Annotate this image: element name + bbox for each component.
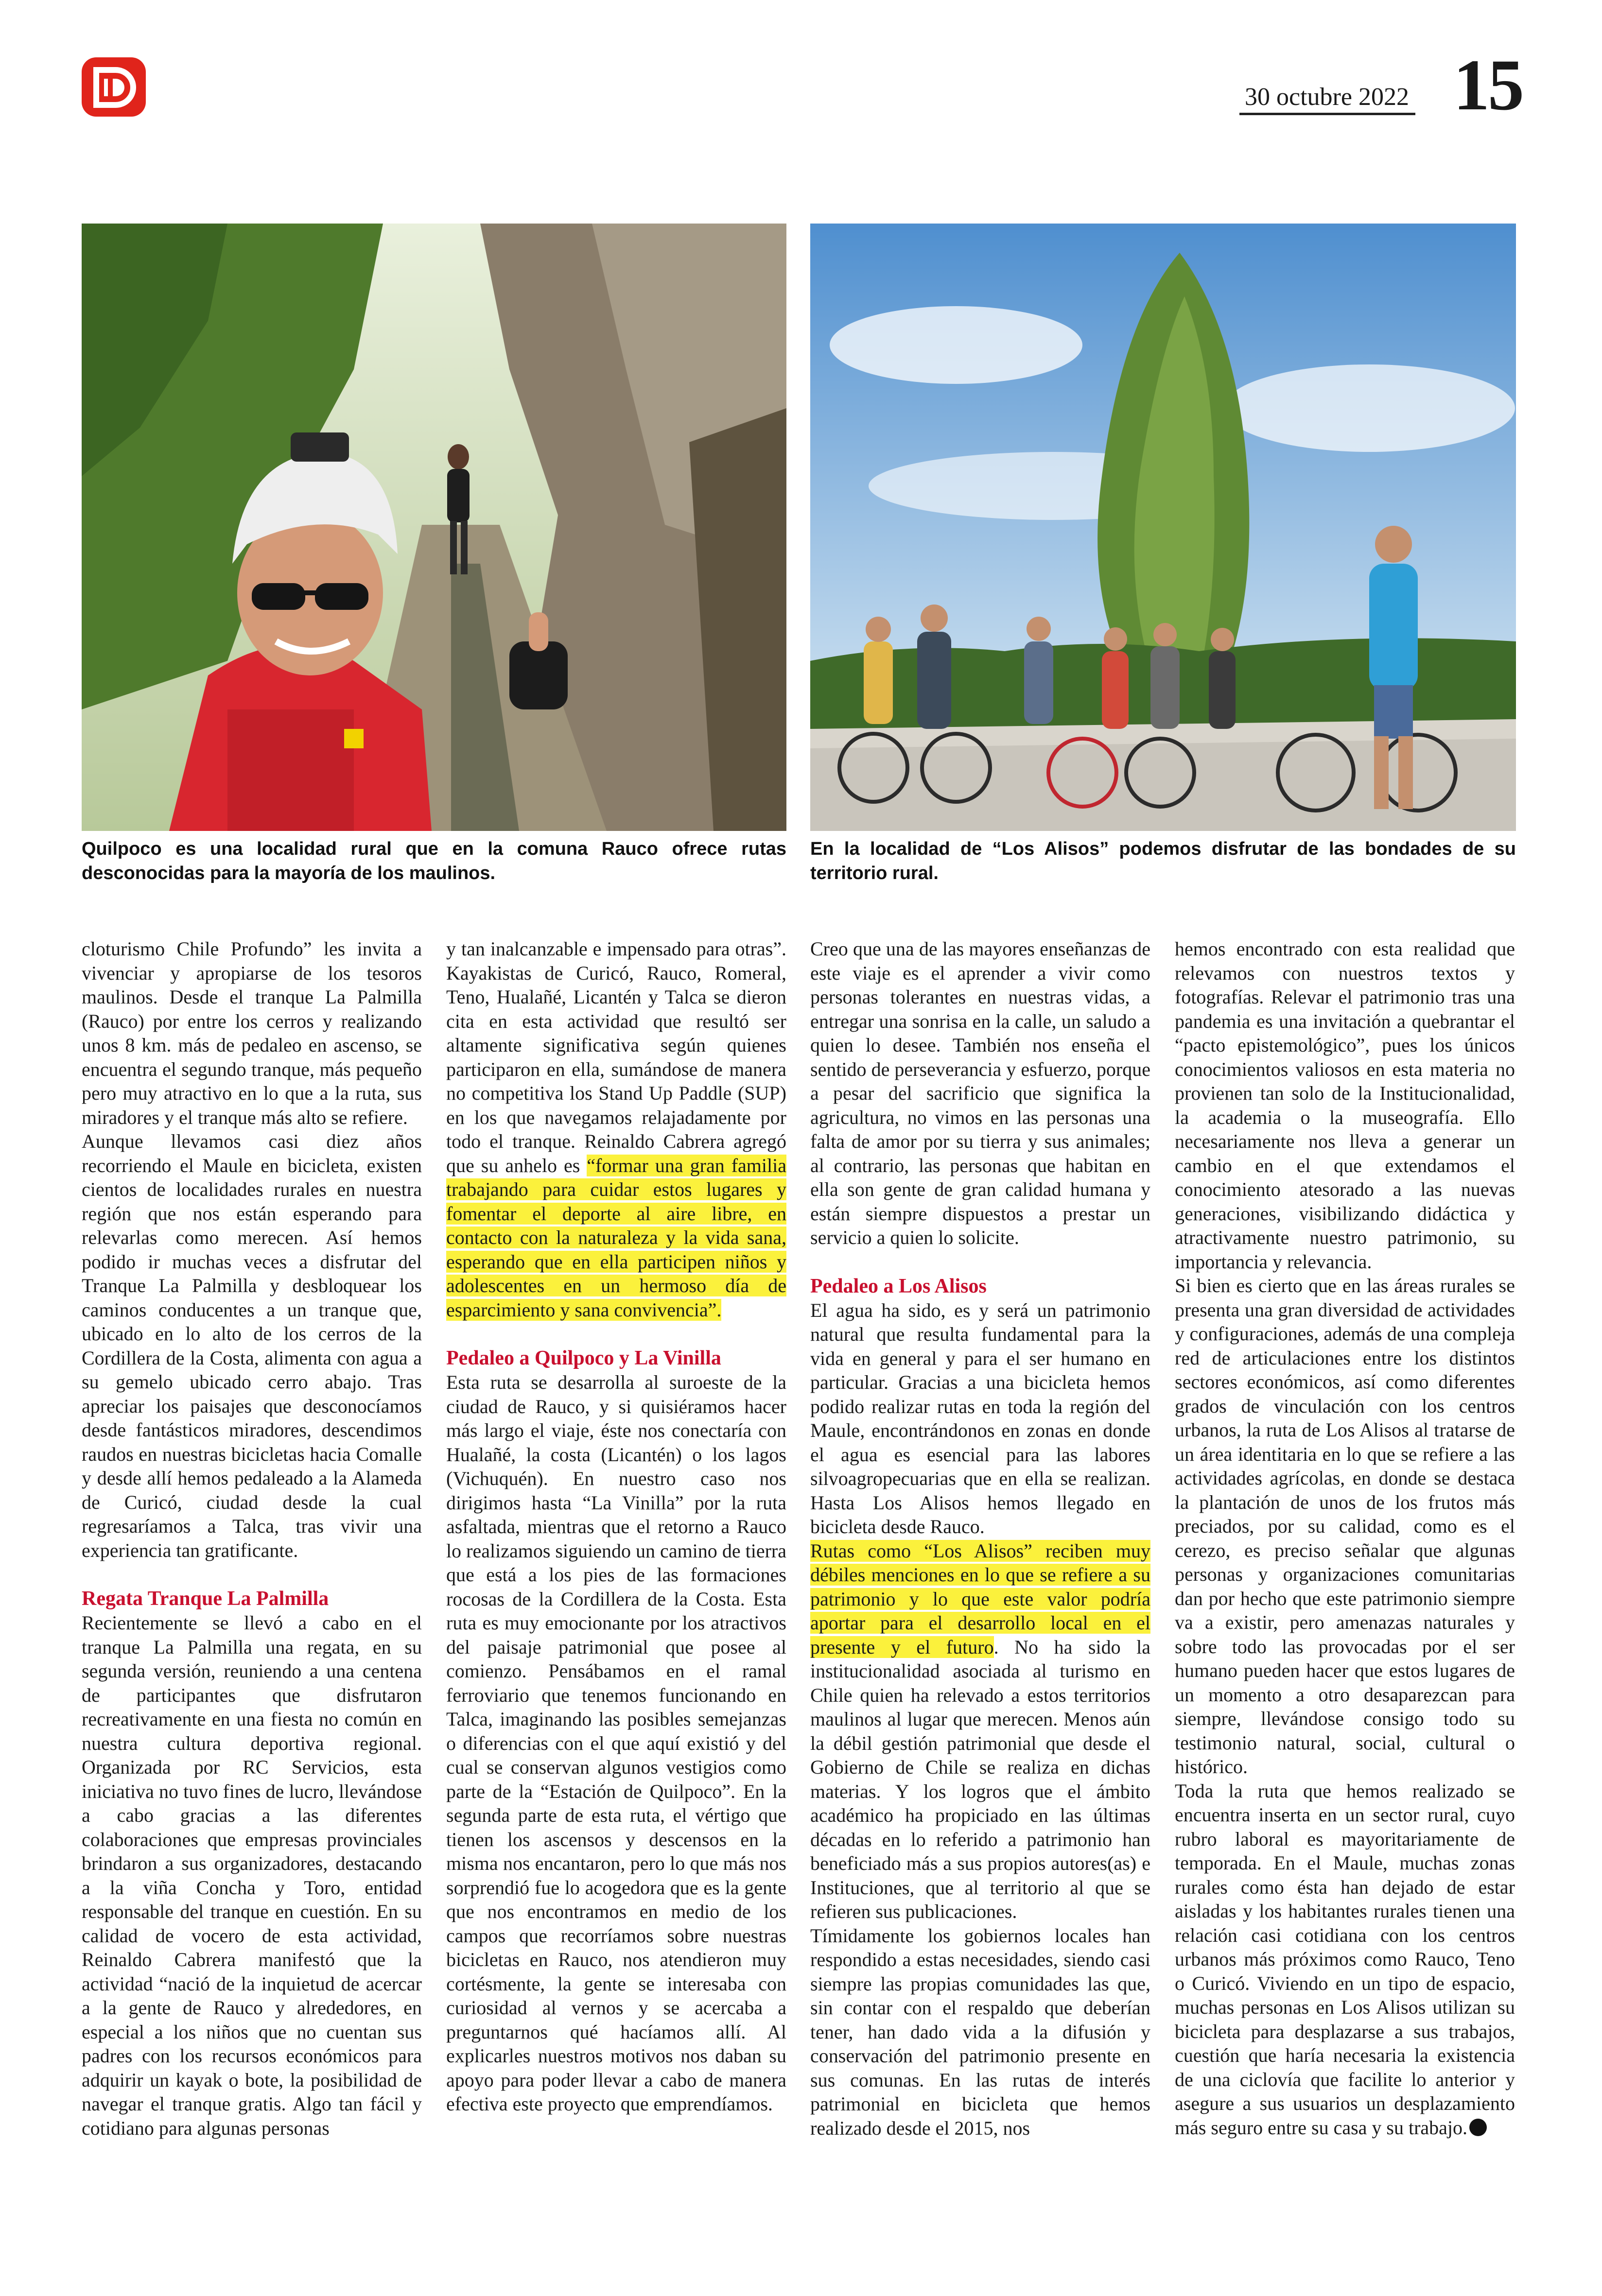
paragraph	[1175, 1779, 1515, 2140]
paragraph: cloturismo Chile Profundo” les invita a vivenciar y apropiarse de los tesoros maulinos. Desde el tranque La Palmilla (Rauco) por entre los cerros y realizando unos 8 km. más de pedaleo en ascenso, se encuentra el segundo tranque, más pequeño pero muy atractivo en lo que a la ruta, sus miradores y el tranque más alto se refiere.	[82, 938, 422, 1128]
paragraph-text: . No ha sido la institucionalidad asociada al turismo en Chile quien ha relevado a estos territorios maulinos al lugar que merecen. Menos aún la débil gestión patrimonial que desde el Gobierno de Chile se realiza en dichas materias. Y los logros que el ámbito académico ha propiciado en las últimas décadas en lo referido a patrimonio han beneficiado más a sus propios autores(as) e Instituciones, que al territorio al que se refieren sus publicaciones.	[810, 1636, 1151, 1922]
section-heading-los-alisos: Pedaleo a Los Alisos	[810, 1275, 987, 1297]
article-column-2	[446, 937, 786, 2116]
los-alisos-group-photo	[810, 224, 1516, 831]
paragraph: Aunque llevamos casi diez años recorriendo el Maule en bicicleta, existen cientos de localidades rurales en nuestra región que nos están esperando para relevarlas como merecen. Así hemos podido ir muchas veces a disfrutar del Tranque La Palmilla y desbloquear los caminos conducentes a un tranque que, ubicado en lo alto de los cerros de la Cordillera de la Costa, alimenta con agua a su gemelo ubicado cerro abajo. Tras apreciar los paisajes que desconocíamos desde fantásticos miradores, descendimos raudos en nuestras bicicletas hacia Comalle y desde allí hemos pedaleado a la Alameda de Curicó, ciudad desde la cual regresaríamos a Talca, tras vivir una experiencia tan gratificante.	[82, 1130, 422, 1561]
article-column-1	[82, 937, 422, 2140]
paragraph	[446, 937, 786, 1322]
photo-caption-left: Quilpoco es una localidad rural que en la comuna Rauco ofrece rutas desconocidas para la mayoría de los maulinos.	[82, 839, 786, 883]
paragraph: Tímidamente los gobiernos locales han respondido a estas necesidades, siendo casi siempre las propias comunidades las que, sin contar con el respaldo que deberían tener, han dado vida a la difusión y conservación del patrimonio presente en sus comunas. En las rutas de interés patrimonial en bicicleta que hemos realizado desde el 2015, nos	[810, 1924, 1150, 2139]
paragraph-text: Toda la ruta que hemos realizado se encuentra inserta en un sector rural, cuyo rubro laboral es mayoritariamente de temporada. En el Maule, muchas zonas rurales como ésta han dejado de estar aisladas y los habitantes rurales tienen una relación casi cotidiana con los centros urbanos más próximos como Rauco, Teno o Curicó. Viviendo en un tipo de espacio, muchas personas en Los Alisos utilizan su bicicleta para desplazarse a sus trabajos, cuestión que haría necesaria la existencia de una ciclovía que facilite lo anterior y asegure a sus usuarios un desplazamiento más seguro entre su casa y su trabajo.	[1175, 1779, 1515, 2139]
paragraph	[810, 1539, 1150, 1924]
paragraph: hemos encontrado con esta realidad que relevamos con nuestros textos y fotografías. Relevar el patrimonio tras una pandemia es una invitación a quebrantar el “pacto epistemológico”, pues los únicos conocimientos valiosos en esta materia no provienen tan solo de la Institucionalidad, la academia o la museografía. Ello necesariamente nos lleva a generar un cambio en el que extendamos el conocimiento atesorado a las nuevas generaciones, visibilizando didáctica y atractivamente nuestro patrimonio, su importancia y relevancia.	[1175, 938, 1515, 1273]
article-column-4	[1175, 937, 1515, 2140]
diario-logo-icon	[82, 57, 146, 117]
paragraph: El agua ha sido, es y será un patrimonio natural que resulta fundamental para la vida en general y para el ser humano en particular. Gracias a una bicicleta hemos podido realizar rutas en toda la región del Maule, encontrándonos en zonas en donde el agua es esencial para las labores silvoagropecuarias que en ella se realizan. Hasta Los Alisos hemos llegado en bicicleta desde Rauco.	[810, 1299, 1150, 1537]
paragraph: Creo que una de las mayores enseñanzas de este viaje es el aprender a vivir como personas tolerantes en nuestras vidas, a entregar una sonrisa en la calle, un saludo a quien lo desee. También nos enseña el sentido de perseverancia y esfuerzo, porque a pesar del sacrificio que significa la agricultura, no vimos en las personas una falta de amor por su tierra y sus animales; al contrario, las personas que habitan en ella son gente de gran calidad humana y están siempre dispuestos a prestar un servicio a quien lo solicite.	[810, 938, 1150, 1248]
photo-caption-right: En la localidad de “Los Alisos” podemos disfrutar de las bondades de su territorio rural.	[810, 839, 1516, 883]
quilpoco-cyclist-photo	[82, 224, 786, 831]
highlighted-quote: “formar una gran familia trabajando para cuidar estos lugares y fomentar el deporte al aire libre, en contacto con la naturaleza y la vida sana, esperando que en ella participen niños y adolescentes en un hermoso día de esparcimiento y sana convivencia”.	[446, 1154, 786, 1321]
paragraph-text: y tan inalcanzable e impensado para otras”. Kayakistas de Curicó, Rauco, Romeral, Teno, Hualañé, Licantén y Talca se dieron cita en esta actividad que resultó ser altamente significativa según quienes participaron en ella, sumándose de manera no competitiva los Stand Up Paddle (SUP) en los que navegamos relajadamente por todo el tranque. Reinaldo Cabrera agregó que su anhelo es	[446, 938, 786, 1176]
paragraph: Esta ruta se desarrolla al suroeste de la ciudad de Rauco, y si quisiéramos hacer más largo el viaje, éste nos conectaría con Hualañé, la costa (Licantén) o los lagos (Vichuquén). En nuestro caso nos dirigimos hasta “La Vinilla” por la ruta asfaltada, mientras que el retorno a Rauco lo realizamos siguiendo un camino de tierra que está a los pies de las formaciones rocosas de la Cordillera de la Costa. Esta ruta es muy emocionante por los atractivos del paisaje patrimonial que posee al comienzo. Pensábamos en el ramal ferroviario que tenemos funcionando en Talca, imaginando las posibles semejanzas o diferencias con el que aquí existió y del cual se conservan algunos vestigios como parte de la “Estación de Quilpoco”. En la segunda parte de esta ruta, el vértigo que tienen los ascensos y descensos en la misma nos encantaron, pero lo que más nos sorprendió fue lo acogedora que es la gente que nos encontramos en medio de los campos que recorríamos sobre nuestras bicicletas en Rauco, nos atendieron muy cortésmente, la gente se interesaba con curiosidad al vernos y se acercaba a preguntarnos qué hacíamos allí. Al explicarles nuestros motivos nos daban su apoyo para poder llevar a cabo de manera efectiva este proyecto que emprendíamos.	[446, 1371, 786, 2115]
issue-date: 30 octubre 2022	[1245, 83, 1409, 111]
section-heading-quilpoco: Pedaleo a Quilpoco y La Vinilla	[446, 1347, 721, 1369]
section-heading-regata: Regata Tranque La Palmilla	[82, 1588, 329, 1610]
end-of-article-icon	[1469, 2119, 1487, 2136]
paragraph: Recientemente se llevó a cabo en el tranque La Palmilla una regata, en su segunda versión, reuniendo a una centena de participantes que disfrutaron recreativamente en una fiesta no común en nuestra cultura deportiva regional. Organizada por RC Servicios, esta iniciativa no tuvo fines de lucro, llevándose a cabo gracias a las diferentes colaboraciones que empresas provinciales brindaron a sus organizadores, destacando a la viña Concha y Toro, entidad responsable del tranque en cuestión. En su calidad de vocero de esta actividad, Reinaldo Cabrera manifestó que la actividad “nació de la inquietud de acercar a la gente de Rauco y alrededores, en especial a los niños que no cuentan sus padres con los recursos económicos para adquirir un kayak o bote, la posibilidad de navegar el tranque gratis. Algo tan fácil y cotidiano para algunas personas	[82, 1612, 422, 2139]
page-number: 15	[1453, 45, 1522, 125]
paragraph: Si bien es cierto que en las áreas rurales se presenta una gran diversidad de actividades y configuraciones, además de una compleja red de articulaciones entre los distintos sectores económicos, así como diferentes grados de vinculación con los centros urbanos, la ruta de Los Alisos al tratarse de un área identitaria en lo que se refiere a las actividades agrícolas, en donde se destaca la plantación de unos de los frutos más preciados, por su calidad, como es el cerezo, es preciso señalar que algunas personas y organizaciones comunitarias dan por hecho que este patrimonio siempre va a existir, pero amenazas naturales y sobre todo las provocadas por el ser humano pueden hacer que estos lugares de un momento a otro desaparezcan para siempre, llevándose consigo todo su testimonio natural, social, cultural o histórico.	[1175, 1275, 1515, 1778]
date-underline	[1239, 113, 1415, 115]
article-column-3	[810, 937, 1150, 2140]
highlighted-quote: Rutas como “Los Alisos” reciben muy débiles menciones en lo que se refiere a su patrimonio y lo que este valor podría aportar para el desarrollo local en el presente y el futuro	[810, 1539, 1150, 1658]
